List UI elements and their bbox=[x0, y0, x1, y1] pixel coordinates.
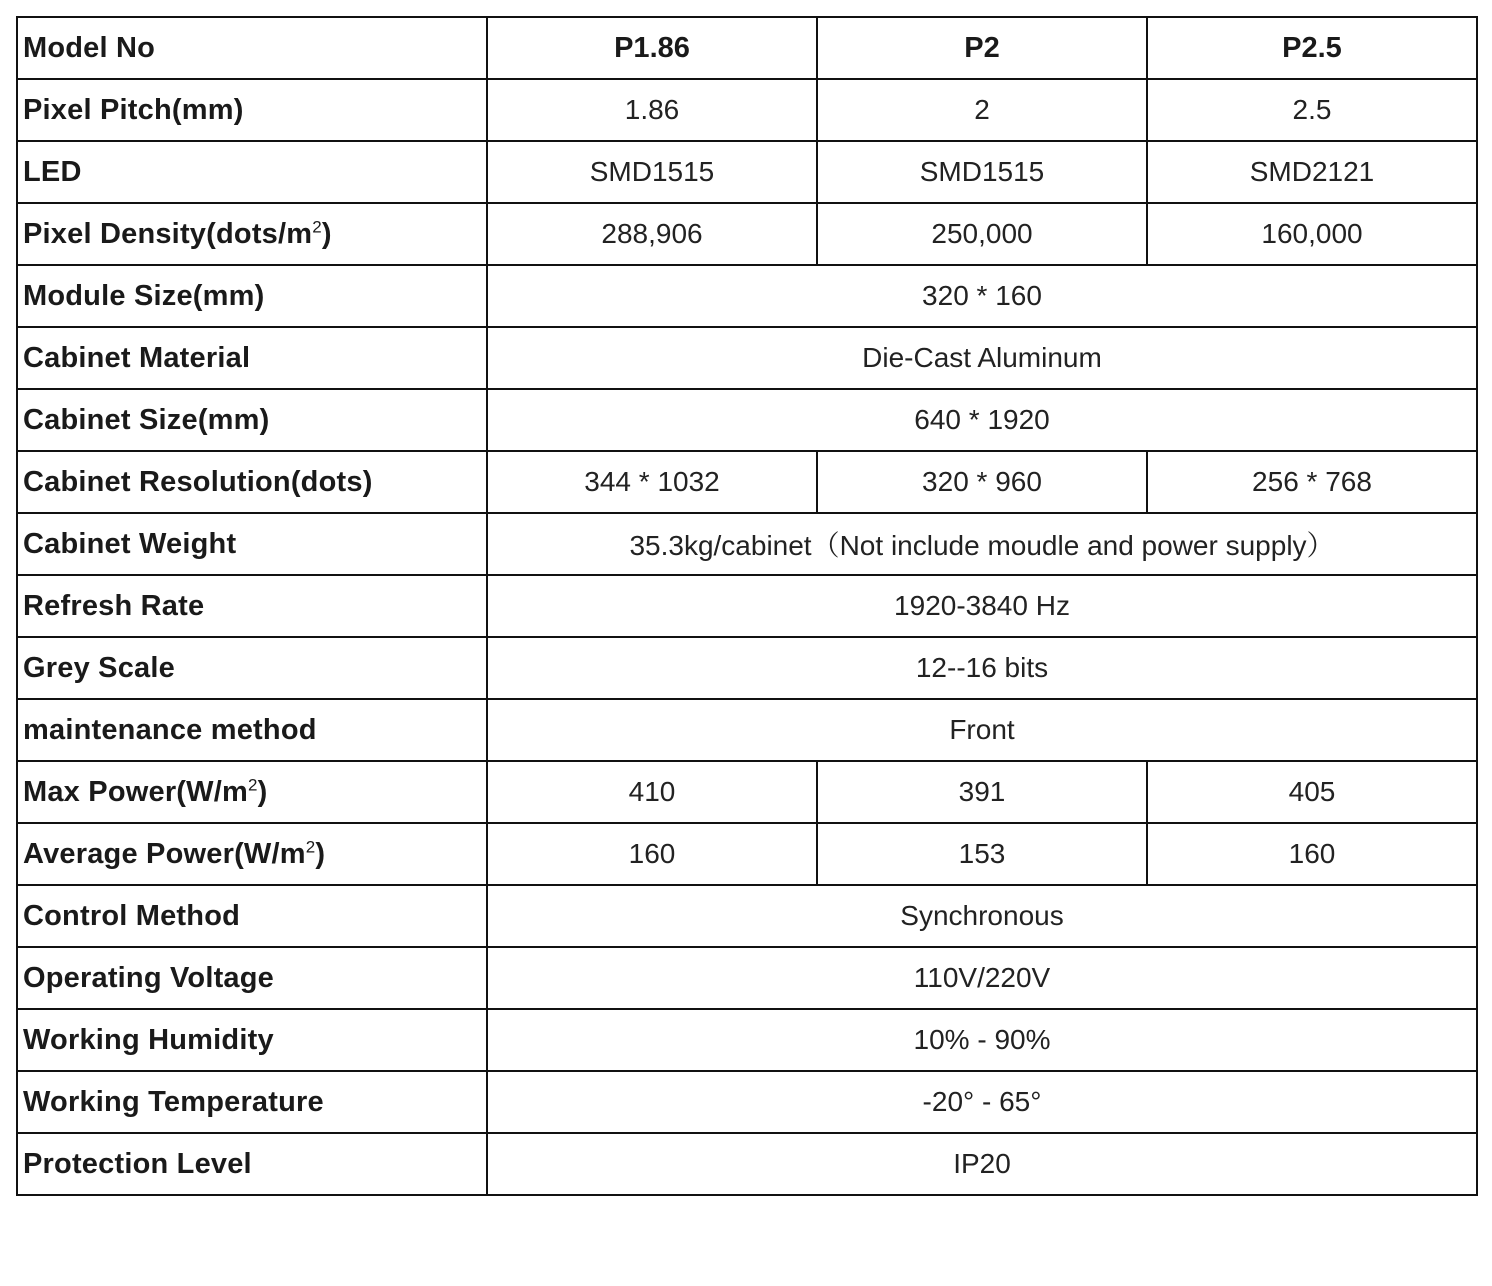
table-row bbox=[17, 885, 1477, 947]
row-value: 320 * 960 bbox=[817, 451, 1147, 513]
row-value: 1.86 bbox=[487, 79, 817, 141]
row-value: 160 bbox=[487, 823, 817, 885]
row-label: Cabinet Resolution(dots) bbox=[17, 451, 487, 513]
row-value: 405 bbox=[1147, 761, 1477, 823]
table-row bbox=[17, 327, 1477, 389]
table-row bbox=[17, 79, 1477, 141]
row-value: 2 bbox=[817, 79, 1147, 141]
row-label: Cabinet Size(mm) bbox=[17, 389, 487, 451]
label-text: ) bbox=[257, 775, 268, 808]
row-value: 256 * 768 bbox=[1147, 451, 1477, 513]
model-p2-header: P2 bbox=[817, 17, 1147, 79]
row-value: -20° - 65° bbox=[487, 1071, 1477, 1133]
row-label: Operating Voltage bbox=[17, 947, 487, 1009]
row-value: SMD2121 bbox=[1147, 141, 1477, 203]
row-label bbox=[17, 761, 487, 823]
row-label: Control Method bbox=[17, 885, 487, 947]
row-value: 110V/220V bbox=[487, 947, 1477, 1009]
row-value: 160,000 bbox=[1147, 203, 1477, 265]
table-row bbox=[17, 203, 1477, 265]
model-p25-header: P2.5 bbox=[1147, 17, 1477, 79]
row-value: Die-Cast Aluminum bbox=[487, 327, 1477, 389]
row-label: Grey Scale bbox=[17, 637, 487, 699]
header-label: Model No bbox=[17, 17, 487, 79]
label-text: ) bbox=[321, 217, 332, 250]
row-label: Cabinet Weight bbox=[17, 513, 487, 575]
row-label: Cabinet Material bbox=[17, 327, 487, 389]
superscript: 2 bbox=[247, 774, 258, 794]
row-value: 640 * 1920 bbox=[487, 389, 1477, 451]
row-label: Pixel Pitch(mm) bbox=[17, 79, 487, 141]
row-value: 12--16 bits bbox=[487, 637, 1477, 699]
row-value: 153 bbox=[817, 823, 1147, 885]
row-value: 410 bbox=[487, 761, 817, 823]
table-row bbox=[17, 265, 1477, 327]
row-value: 160 bbox=[1147, 823, 1477, 885]
table-row bbox=[17, 575, 1477, 637]
row-value: 250,000 bbox=[817, 203, 1147, 265]
row-label: maintenance method bbox=[17, 699, 487, 761]
table-row bbox=[17, 761, 1477, 823]
label-text: Pixel Density(dots/m bbox=[23, 217, 313, 250]
row-label: Protection Level bbox=[17, 1133, 487, 1195]
row-label bbox=[17, 203, 487, 265]
table-row bbox=[17, 451, 1477, 513]
label-text: Max Power(W/m bbox=[23, 775, 248, 808]
table-row bbox=[17, 513, 1477, 575]
superscript: 2 bbox=[305, 836, 316, 856]
table-row bbox=[17, 1009, 1477, 1071]
model-p186-header: P1.86 bbox=[487, 17, 817, 79]
table-row bbox=[17, 699, 1477, 761]
row-value: SMD1515 bbox=[487, 141, 817, 203]
spec-table bbox=[16, 16, 1478, 1196]
row-label: Working Humidity bbox=[17, 1009, 487, 1071]
row-value: Front bbox=[487, 699, 1477, 761]
row-value: IP20 bbox=[487, 1133, 1477, 1195]
table-row bbox=[17, 141, 1477, 203]
table-row bbox=[17, 1133, 1477, 1195]
row-value: 35.3kg/cabinet（Not include moudle and power supply） bbox=[487, 513, 1477, 575]
row-label: Module Size(mm) bbox=[17, 265, 487, 327]
superscript: 2 bbox=[312, 216, 322, 236]
row-label: Refresh Rate bbox=[17, 575, 487, 637]
table-row bbox=[17, 389, 1477, 451]
row-value: 391 bbox=[817, 761, 1147, 823]
label-text: ) bbox=[315, 837, 326, 870]
table-row bbox=[17, 947, 1477, 1009]
row-label bbox=[17, 823, 487, 885]
row-value: 2.5 bbox=[1147, 79, 1477, 141]
table-row bbox=[17, 1071, 1477, 1133]
row-value: 10% - 90% bbox=[487, 1009, 1477, 1071]
label-text: Average Power(W/m bbox=[23, 837, 306, 870]
row-label: LED bbox=[17, 141, 487, 203]
row-label: Working Temperature bbox=[17, 1071, 487, 1133]
table-header-row bbox=[17, 17, 1477, 79]
row-value: 344 * 1032 bbox=[487, 451, 817, 513]
table-row bbox=[17, 637, 1477, 699]
row-value: 320 * 160 bbox=[487, 265, 1477, 327]
row-value: 288,906 bbox=[487, 203, 817, 265]
row-value: Synchronous bbox=[487, 885, 1477, 947]
row-value: SMD1515 bbox=[817, 141, 1147, 203]
row-value: 1920-3840 Hz bbox=[487, 575, 1477, 637]
table-row bbox=[17, 823, 1477, 885]
